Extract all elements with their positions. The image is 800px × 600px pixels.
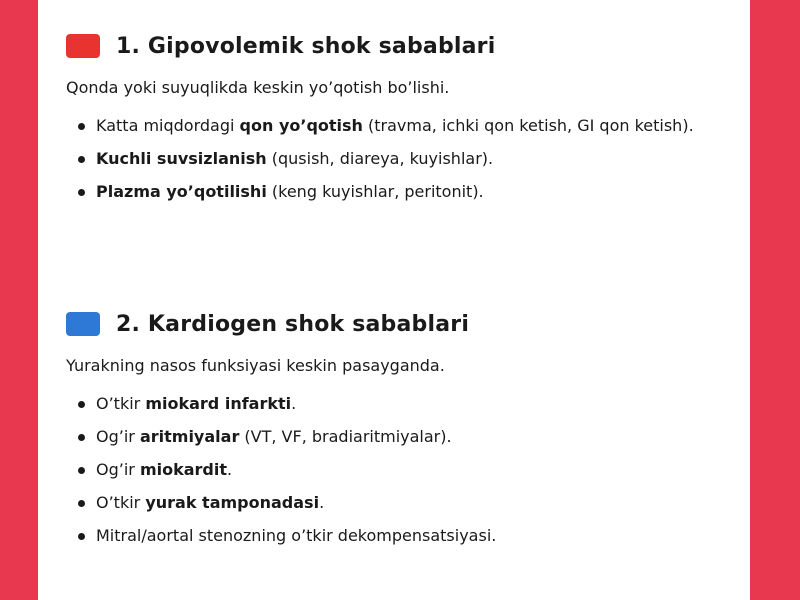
document-page: [38, 0, 750, 600]
list-item: Og’ir aritmiyalar (VT, VF, bradiaritmiyalar).: [66, 425, 736, 449]
section-cardiogenic: [66, 306, 736, 548]
list-item: Og’ir miokardit.: [66, 458, 736, 482]
list-item: Katta miqdordagi qon yo’qotish (travma, ichki qon ketish, GI qon ketish).: [66, 114, 736, 138]
cause-list: [66, 114, 736, 204]
cause-list: [66, 392, 736, 548]
section-heading: [66, 28, 736, 64]
section-title: 1. Gipovolemik shok sabablari: [116, 33, 496, 59]
list-item: O’tkir miokard infarkti.: [66, 392, 736, 416]
section-intro: Qonda yoki suyuqlikda keskin yo’qotish bo’lishi.: [66, 78, 450, 97]
list-item: Kuchli suvsizlanish (qusish, diareya, kuyishlar).: [66, 147, 736, 171]
section-heading: [66, 306, 736, 342]
red-square-icon: [66, 34, 100, 58]
section-title: 2. Kardiogen shok sabablari: [116, 311, 470, 337]
section-hypovolemic: [66, 28, 736, 204]
list-item: Mitral/aortal stenozning o’tkir dekompensatsiyasi.: [66, 524, 736, 548]
list-item: O’tkir yurak tamponadasi.: [66, 491, 736, 515]
section-intro: Yurakning nasos funksiyasi keskin pasayganda.: [66, 356, 445, 375]
list-item: Plazma yo’qotilishi (keng kuyishlar, peritonit).: [66, 180, 736, 204]
blue-square-icon: [66, 312, 100, 336]
